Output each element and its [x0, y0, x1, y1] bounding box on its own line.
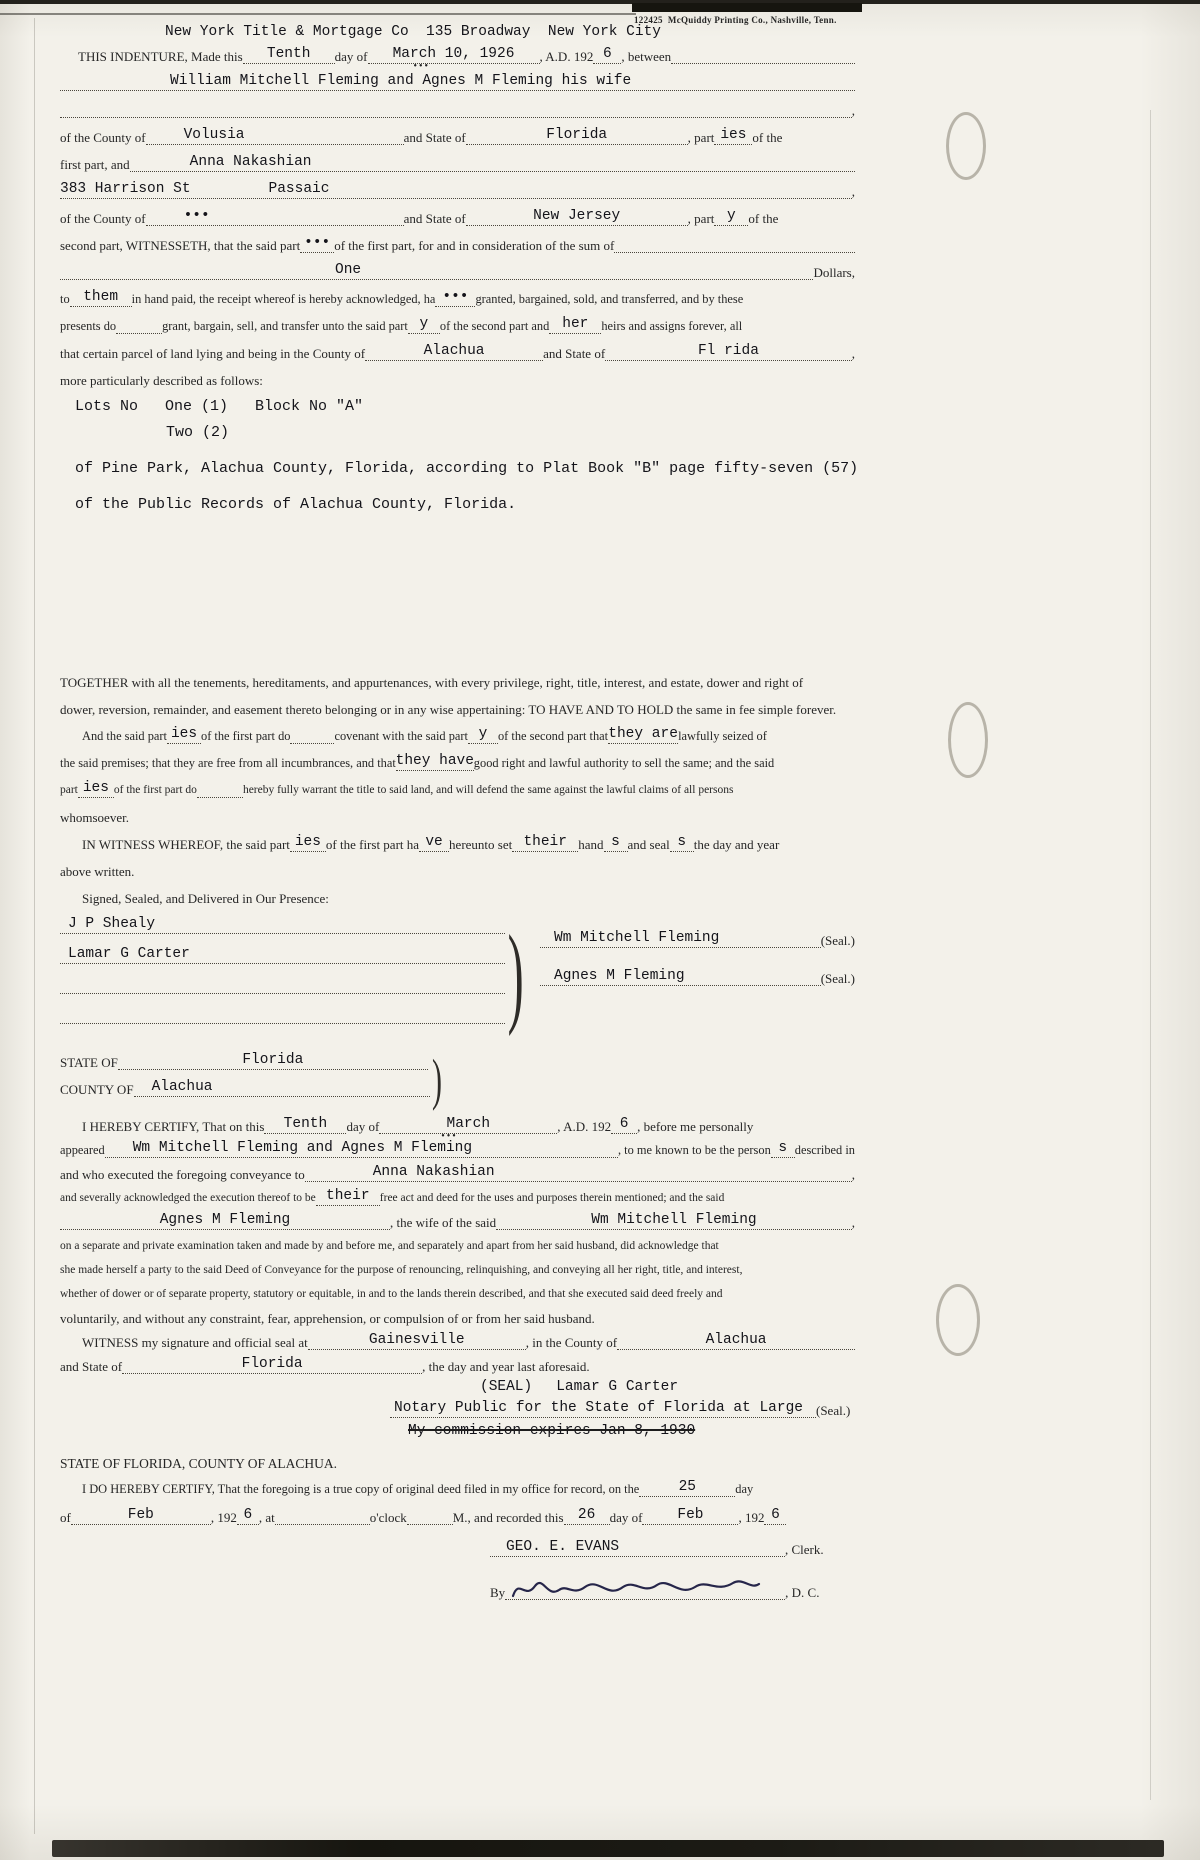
conveyance-line: [60, 1165, 855, 1182]
day-filed-blank: [639, 1481, 735, 1497]
county-line: [60, 1080, 855, 1097]
ies-blank: [78, 782, 114, 798]
left-margin-rule: [34, 18, 35, 1834]
grantors-blank: [60, 75, 855, 91]
printed-text: the said premises; that they are free from all incumbrances, and that: [60, 756, 396, 770]
state2-blank: [122, 1358, 422, 1374]
part-ies-entry: ies: [294, 834, 321, 850]
strike-dots-entry: •••: [183, 208, 210, 224]
her-blank: [549, 318, 601, 334]
her-entry: her: [562, 316, 589, 332]
ack-grantee-entry: Anna Nakashian: [372, 1164, 495, 1180]
printed-text: day: [735, 1482, 754, 1496]
venue-brace: ): [432, 1049, 442, 1112]
printed-text: the day and year: [693, 837, 780, 852]
printed-text: hereby fully warrant the title to said land, and will defend the same against the lawful claims of all persons: [242, 784, 734, 796]
state3-blank: [605, 345, 852, 361]
form-content: [60, 24, 859, 1610]
seal-label: (Seal.): [816, 1403, 851, 1418]
free-act-line: [60, 1189, 855, 1206]
seal-typed-entry: (SEAL): [480, 1379, 533, 1395]
street-entry: 383 Harrison St: [60, 181, 191, 197]
dots-blank: [435, 291, 475, 307]
seal-label: (Seal.): [820, 933, 855, 948]
description-line: [75, 398, 855, 415]
amount-line: [60, 263, 855, 280]
printed-text: dower, reversion, remainder, and easement thereto belonging or in any wise appertaining: TO HAVE AND TO HOLD the same in fee simple forever.: [60, 702, 837, 717]
printed-text: voluntarily, and without any constraint, fear, apprehension, or compulsion of or from her said husband.: [60, 1311, 595, 1326]
s-entry: s: [611, 834, 620, 850]
printed-text: hand: [578, 837, 604, 852]
printed-text: hereunto set: [449, 837, 513, 852]
printed-text: that certain parcel of land lying and being in the County of: [60, 346, 366, 361]
habendum-line: [60, 700, 855, 717]
witness-brace: ): [507, 911, 524, 1037]
printed-text: , in the County of: [525, 1335, 618, 1350]
printed-text: , Clerk.: [785, 1542, 824, 1557]
ack-state-entry: Florida: [241, 1356, 303, 1372]
ack-month-entry: March: [446, 1116, 491, 1132]
printed-text: grant, bargain, sell, and transfer unto the said part: [162, 319, 408, 333]
grantee-blank: [130, 156, 855, 172]
persons-blank: [105, 1142, 618, 1158]
printed-text: IN WITNESS WHEREOF, the said part: [82, 837, 290, 852]
together-line: [60, 673, 855, 690]
ve-entry: ve: [425, 834, 443, 850]
part-ies-entry: ies: [720, 127, 747, 143]
scan-top-rule: [0, 13, 636, 15]
clerk-line: [490, 1539, 855, 1557]
covenant-line: [60, 727, 855, 744]
strike-dots-entry: •••: [442, 289, 469, 305]
right-page-edge: [1150, 110, 1151, 1800]
seal-label: (Seal.): [820, 971, 855, 986]
fastener-hole: [948, 702, 988, 778]
month-recorded-entry: Feb: [677, 1507, 704, 1523]
state-new-jersey-entry: New Jersey: [533, 208, 621, 224]
witness-seal-line: [60, 1333, 855, 1350]
ack-year-entry: 6: [619, 1116, 629, 1132]
county-blank: [146, 129, 404, 145]
blank-line: [290, 728, 334, 744]
ies-blank: [290, 836, 326, 852]
year-blank: [593, 48, 621, 64]
address-blank: [60, 183, 852, 199]
recording-heading: [60, 1454, 855, 1471]
printed-text: , part: [687, 211, 715, 226]
printed-text: of: [60, 1510, 71, 1525]
printed-text: I HEREBY CERTIFY, That on this: [82, 1119, 265, 1134]
examination-line: [60, 1237, 855, 1254]
ack-day-entry: Tenth: [283, 1116, 328, 1132]
they-have-blank: [396, 755, 474, 771]
printed-text: and State of: [403, 130, 466, 145]
described-line: [60, 371, 855, 388]
voluntarily-line: [60, 1309, 855, 1326]
printed-text: of the County of: [60, 211, 146, 226]
printed-text: covenant with the said part: [334, 729, 468, 743]
year-entry: 6: [602, 46, 612, 62]
grantee-line: [60, 155, 855, 172]
blank-line: [197, 782, 243, 798]
s-entry: s: [677, 834, 687, 850]
printed-text: STATE OF: [60, 1055, 118, 1070]
whomsoever-line: [60, 808, 855, 825]
printed-text: described in: [794, 1143, 855, 1157]
printed-text: THIS INDENTURE, Made this: [78, 49, 243, 64]
blank-space: [60, 523, 855, 673]
state-line: [60, 1053, 855, 1070]
county2-blank: [617, 1334, 855, 1350]
printed-text: above written.: [60, 864, 135, 879]
indenture-opening-line: [60, 46, 855, 72]
amount-entry: One: [335, 262, 362, 278]
blank-line: [60, 1008, 505, 1024]
venue-state-entry: Florida: [242, 1052, 304, 1068]
description-lot2-entry: Two (2): [166, 424, 230, 441]
fastener-hole: [946, 112, 986, 180]
day-blank: [243, 48, 335, 64]
printed-text: to: [60, 292, 70, 306]
strike-dots-entry: •••: [413, 61, 431, 72]
s-blank: [604, 836, 628, 852]
printed-text: TOGETHER with all the tenements, hereditaments, and appurtenances, with every privilege, right, title, interest, and estate, dower and right of: [60, 675, 804, 690]
printed-text: appeared: [60, 1143, 105, 1157]
printed-text: on a separate and private examination taken and made by and before me, and separately and apart from her said husband, did acknowledge that: [60, 1240, 719, 1252]
printed-text: she made herself a party to the said Deed of Conveyance for the purpose of renouncing, relinquishing, and conveying all her right, title, and interest,: [60, 1264, 743, 1276]
printed-text: , A.D. 192: [539, 49, 594, 64]
them-blank: [70, 291, 132, 307]
printed-text: of the first part, for and in consideration of the sum of: [334, 238, 615, 253]
description-records-entry: of the Public Records of Alachua County, Florida.: [75, 496, 517, 513]
notary-seal-line: [480, 1378, 855, 1396]
printed-text: and seal: [627, 837, 670, 852]
place-entry: Gainesville: [368, 1332, 465, 1348]
parcel-line: [60, 344, 855, 361]
their-entry: their: [523, 834, 567, 850]
part-y-entry: y: [727, 208, 736, 224]
they-are-entry: they are: [608, 726, 678, 742]
they-have-entry: they have: [395, 753, 474, 769]
printed-text: and State of: [60, 1359, 123, 1374]
witness-line: [60, 977, 505, 994]
day-filed-entry: 25: [678, 1479, 696, 1495]
scan-top-edge: [0, 0, 1200, 4]
printed-text: of the first part ha: [325, 837, 420, 852]
blank-line: [407, 1509, 453, 1525]
amount-blank: [60, 264, 813, 280]
place-blank: [308, 1334, 526, 1350]
above-written-line: [60, 862, 855, 879]
printed-text: first part, and: [60, 157, 130, 172]
venue-county-entry: Alachua: [151, 1079, 213, 1095]
their-entry: their: [326, 1188, 370, 1204]
s-entry: s: [778, 1140, 788, 1156]
printed-text: ,: [851, 184, 855, 199]
deputy-line: [490, 1570, 855, 1600]
ack-county-entry: Alachua: [705, 1332, 767, 1348]
printed-text: of the first part do: [113, 784, 197, 796]
day-recorded-entry: 26: [577, 1507, 596, 1523]
premises-line: [60, 754, 855, 771]
date-blank: [368, 46, 540, 72]
husband-blank: [496, 1214, 852, 1230]
description-line: [75, 460, 859, 477]
printed-text: and who executed the foregoing conveyance to: [60, 1167, 305, 1182]
printer-name: McQuiddy Printing Co., Nashville, Tenn.: [662, 15, 837, 25]
part2-suffix-blank: [714, 210, 748, 226]
printed-text: , 192: [738, 1510, 765, 1525]
clerk-name-blank: [490, 1541, 785, 1557]
day-entry: Tenth: [266, 46, 311, 62]
blank-line: [671, 48, 855, 64]
printed-text: ,: [851, 1167, 855, 1182]
fastener-hole: [936, 1284, 980, 1356]
printed-text: part: [60, 784, 78, 796]
printed-text: ,: [851, 103, 855, 118]
notary-title-entry: Notary Public for the State of Florida at Large: [394, 1400, 803, 1416]
s-blank: [771, 1142, 795, 1158]
blank-line: [275, 1509, 370, 1525]
printed-text: whether of dower or of separate property, statutory or equitable, in and to the lands therein described, and that she executed said deed freely and: [60, 1288, 723, 1300]
county-volusia-entry: Volusia: [183, 127, 245, 143]
hand-paid-line: [60, 290, 855, 307]
acknowledgment-section: [60, 1117, 855, 1440]
printed-text: day of: [334, 49, 368, 64]
notary-title-blank: [390, 1402, 816, 1418]
description-line: [75, 496, 855, 513]
printed-text: of the County of: [60, 130, 146, 145]
witness-column: [60, 917, 505, 1037]
first-party-county-line: [60, 128, 855, 145]
printed-text: lawfully seized of: [678, 729, 767, 743]
grantor-signature-line: [540, 931, 855, 948]
part-ies-entry: ies: [170, 726, 198, 742]
county-blank: [134, 1081, 430, 1097]
warrant-line: [60, 781, 855, 798]
printed-text: , between: [621, 49, 672, 64]
ies-blank: [167, 728, 201, 744]
dower-line: [60, 1285, 855, 1302]
year-blank: [237, 1509, 259, 1525]
dots-blank: [300, 237, 334, 253]
month-blank: [379, 1116, 557, 1142]
state-blank: [118, 1054, 428, 1070]
witness1-blank: [60, 918, 505, 934]
day-blank: [264, 1118, 346, 1134]
month-filed-entry: Feb: [127, 1507, 154, 1523]
grantor-signature-column: [540, 931, 855, 1007]
printed-text: , before me personally: [637, 1119, 754, 1134]
printed-text: Dollars,: [813, 265, 855, 280]
part-y-entry: y: [419, 316, 429, 332]
company-header-line: [165, 24, 855, 41]
printed-text: and State of: [403, 211, 466, 226]
printed-text: and severally acknowledged the execution thereof to be: [60, 1192, 316, 1204]
printed-text: , A.D. 192: [557, 1119, 612, 1134]
printed-text: of the: [748, 211, 779, 226]
printed-text: more particularly described as follows:: [60, 373, 263, 388]
printed-text: good right and lawful authority to sell the same; and the said: [473, 756, 775, 770]
printed-text: free act and deed for the uses and purposes therein mentioned; and the said: [379, 1192, 725, 1204]
month-recorded-blank: [642, 1509, 738, 1525]
their-blank: [512, 836, 578, 852]
year-recorded-entry: 6: [771, 1507, 780, 1523]
part-ies-entry: ies: [82, 780, 109, 796]
second-party-county-line: [60, 209, 855, 226]
printed-text: By: [490, 1585, 506, 1600]
ve-blank: [419, 836, 449, 852]
witness2-blank: [60, 948, 505, 964]
deputy-clerk-signature: [505, 1572, 765, 1604]
printed-text: Signed, Sealed, and Delivered in Our Presence:: [82, 891, 329, 906]
party-y-blank: [408, 318, 440, 334]
printer-number: 122425: [634, 15, 663, 25]
continuation-line: [60, 101, 855, 118]
company-header-entry: New York Title & Mortgage Co 135 Broadway New York City: [165, 24, 661, 40]
state-aforesaid-line: [60, 1357, 855, 1374]
grantors-line: [60, 74, 855, 91]
year-filed-entry: 6: [243, 1507, 253, 1523]
grantor-signature-line: [540, 969, 855, 986]
printed-text: I DO HEREBY CERTIFY, That the foregoing is a true copy of original deed filed in my office for record, on the: [82, 1482, 640, 1496]
description-lots-entry: Lots No One (1) Block No "A": [75, 398, 364, 415]
commission-entry: My commission expires Jan 8, 1930: [408, 1423, 696, 1439]
day-recorded-blank: [564, 1509, 610, 1525]
date-entry: March 10, 1926: [392, 46, 515, 62]
presence-line: [60, 889, 855, 906]
printed-text: And the said part: [82, 729, 167, 743]
strike-dots-entry: •••: [441, 1131, 458, 1142]
witness2-entry: Lamar G Carter: [68, 946, 190, 962]
printed-text: WITNESS my signature and official seal at: [82, 1335, 308, 1350]
printed-text: granted, bargained, sold, and transferred, and by these: [475, 292, 744, 306]
their-blank: [316, 1190, 380, 1206]
appeared-persons-entry: Wm Mitchell Fleming and Agnes M Fleming: [132, 1140, 473, 1156]
printed-text: of the: [752, 130, 783, 145]
witness-line: [60, 917, 505, 934]
printed-text: day of: [346, 1119, 380, 1134]
printed-text: COUNTY OF: [60, 1082, 134, 1097]
them-entry: them: [83, 289, 119, 305]
grantor1-signature: Wm Mitchell Fleming: [554, 930, 720, 946]
printed-text: second part, WITNESSETH, that the said part: [60, 238, 301, 253]
printed-text: and State of: [543, 346, 606, 361]
printed-text: , at: [258, 1510, 275, 1525]
husband-entry: Wm Mitchell Fleming: [591, 1212, 757, 1228]
recording-section: [60, 1454, 855, 1600]
certify-line: [60, 1116, 855, 1142]
month-filed-blank: [71, 1509, 211, 1525]
year2-blank: [764, 1509, 786, 1525]
printed-text: of the second part that: [497, 729, 609, 743]
appeared-line: [60, 1141, 855, 1158]
s-blank: [670, 836, 694, 852]
printed-text: in hand paid, the receipt whereof is hereby acknowledged, ha: [131, 292, 436, 306]
printed-text: , D. C.: [785, 1585, 820, 1600]
printed-text: day of: [609, 1510, 643, 1525]
address-line: [60, 182, 855, 199]
blank-line: [116, 318, 162, 334]
printed-text: , part: [687, 130, 715, 145]
printed-text: , the wife of the said: [390, 1215, 497, 1230]
county3-blank: [365, 345, 543, 361]
deputy-signature-blank: [505, 1584, 785, 1600]
part-suffix-blank: [714, 129, 752, 145]
grantee-blank: [305, 1166, 852, 1182]
witness1-entry: J P Shealy: [68, 916, 156, 932]
renounce-line: [60, 1261, 855, 1278]
printed-text: heirs and assigns forever, all: [601, 319, 743, 333]
wife-blank: [60, 1214, 390, 1230]
in-witness-line: [60, 835, 855, 852]
grantee-entry: Anna Nakashian: [189, 154, 312, 170]
printed-text: whomsoever.: [60, 810, 129, 825]
y-blank: [468, 728, 498, 744]
printed-text: of the second part and: [439, 319, 550, 333]
strike-dots-entry: •••: [304, 235, 331, 251]
notary-name-entry: Lamar G Carter: [556, 1379, 679, 1395]
county-alachua-entry: Alachua: [423, 343, 485, 359]
printed-text: STATE OF FLORIDA, COUNTY OF ALACHUA.: [60, 1456, 338, 1471]
grantor2-blank: [540, 970, 821, 986]
description-line: [166, 424, 855, 441]
printer-credit-bar: [632, 3, 862, 12]
printed-text: presents do: [60, 319, 117, 333]
printed-text: ,: [851, 346, 855, 361]
part-y-entry: y: [478, 726, 488, 742]
witness-line: [60, 947, 505, 964]
blank-line: [60, 978, 505, 994]
county2-blank: [146, 210, 404, 226]
witness-line: [60, 1007, 505, 1024]
commission-line: [408, 1422, 855, 1440]
clerk-name-entry: GEO. E. EVANS: [506, 1539, 620, 1555]
witnesseth-line: [60, 236, 855, 253]
printed-text: M., and recorded this: [452, 1510, 564, 1525]
city-entry: Passaic: [268, 181, 330, 197]
wife-entry: Agnes M Fleming: [159, 1212, 291, 1228]
grantor2-signature: Agnes M Fleming: [554, 968, 685, 984]
state-florida-entry: Florida: [546, 127, 608, 143]
blank-line: [614, 237, 855, 253]
blank-line: [60, 102, 852, 118]
state-florida2-entry: Fl rida: [697, 343, 759, 359]
grantor1-blank: [540, 932, 821, 948]
state-blank: [466, 129, 688, 145]
printed-text: of the first part do: [201, 729, 291, 743]
notary-title-line: [390, 1400, 855, 1418]
printed-text: , to me known to be the person: [617, 1143, 771, 1157]
wife-line: [60, 1213, 855, 1230]
printed-text: o'clock: [369, 1510, 407, 1525]
state2-blank: [466, 210, 688, 226]
grantors-entry: William Mitchell Fleming and Agnes M Fleming his wife: [170, 73, 632, 89]
venue-section: [60, 1049, 855, 1117]
printed-text: , the day and year last aforesaid.: [422, 1359, 590, 1374]
description-plat-entry: of Pine Park, Alachua County, Florida, according to Plat Book "B" page fifty-seven (57): [75, 460, 859, 477]
recorded-line: [60, 1508, 855, 1525]
printed-text: , 192: [210, 1510, 237, 1525]
witness-signature-section: [60, 889, 855, 1041]
filed-line: [60, 1480, 855, 1497]
scan-bottom-edge: [52, 1840, 1164, 1857]
they-are-blank: [608, 728, 678, 744]
year-blank: [611, 1118, 637, 1134]
presents-line: [60, 317, 855, 334]
printed-text: ,: [851, 1215, 855, 1230]
